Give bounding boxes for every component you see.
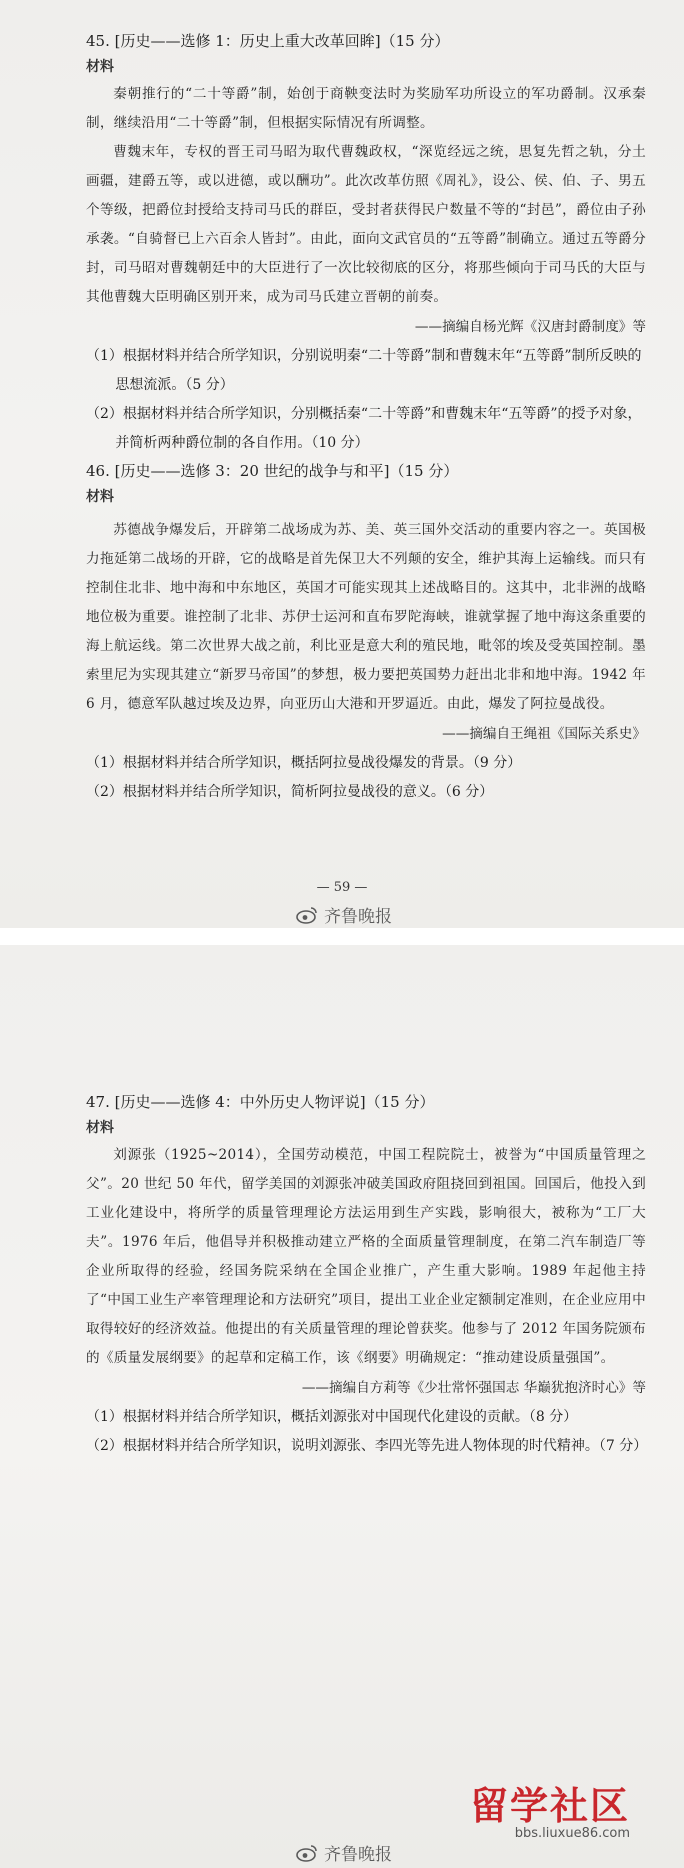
watermark-text: 齐鲁晚报 — [324, 1845, 392, 1865]
question-47-paragraph-1: 刘源张（1925~2014），全国劳动模范，中国工程院院士，被誉为“中国质量管理之父”。20 世纪 50 年代，留学美国的刘源张冲破美国政府阻挠回到祖国。回国后，他投入到工业化建设中，将所学的质量管理理论方法运用到生产实践，影响很大，被称为“工厂大夫”。1976 年后，他倡导并积极推动建立严格的全面质量管理制度，在第二汽车制造厂等企业所取得的经验，经国务院采纳在全国企业推广，产生重大影响。1989 年起他主持了“中国工业生产率管理理论和方法研究”项目，提出工业企业定额制定准则，在企业应用中取得较好的经济效益。他提出的有关质量管理的理论曾获奖。他参与了 2012 年国务院颁布的《质量发展纲要》的起草和定稿工作，该《纲要》明确规定：“推动建设质量强国”。 — [86, 1147, 646, 1366]
page-content — [86, 28, 646, 807]
question-46-paragraph-1: 苏德战争爆发后，开辟第二战场成为苏、美、英三国外交活动的重要内容之一。英国极力拖延第二战场的开辟，它的战略是首先保卫大不列颠的安全，维护其海上运输线。而只有控制住北非、地中海和中东地区，英国才可能实现其上述战略目的。这其中，北非洲的战略地位极为重要。谁控制了北非、苏伊士运河和直布罗陀海峡，谁就掌握了地中海这条重要的海上航运线。第二次世界大战之前，利比亚是意大利的殖民地，毗邻的埃及受英国控制。墨索里尼为实现其建立“新罗马帝国”的梦想，极力要把英国势力赶出北非和地中海。1942 年 6 月，德意军队越过埃及边界，向亚历山大港和开罗逼近。由此，爆发了阿拉曼战役。 — [86, 522, 646, 712]
liuxue-logo — [470, 1786, 630, 1842]
question-45-paragraph-2: 曹魏末年，专权的晋王司马昭为取代曹魏政权，“深览经远之统，思复先哲之轨，分土画疆，建爵五等，或以进德，或以酬功”。此次改革仿照《周礼》，设公、侯、伯、子、男五个等级，把爵位封授给支持司马氏的群臣，受封者获得民户数量不等的“封邑”，爵位由子孙承袭。“自骑督已上六百余人皆封”。由此，面向文武官员的“五等爵”制确立。通过五等爵分封，司马昭对曹魏朝廷中的大臣进行了一次比较彻底的区分，将那些倾向于司马氏的大臣与其他曹魏大臣明确区别开来，成为司马氏建立晋朝的前奏。 — [86, 144, 646, 305]
question-47-title: 47. [历史——选修 4：中外历史人物评说]（15 分） — [86, 1093, 435, 1111]
watermark — [296, 902, 392, 927]
weibo-icon — [296, 1844, 318, 1862]
question-45-title: 45. [历史——选修 1：历史上重大改革回眸]（15 分） — [86, 32, 450, 50]
logo-text: 留学社区 — [470, 1784, 631, 1828]
material-label: 材料 — [86, 489, 114, 505]
question-46-source: ——摘编自王绳祖《国际关系史》 — [442, 726, 646, 742]
question-45-paragraph-1: 秦朝推行的“二十等爵”制，始创于商鞅变法时为奖励军功所设立的军功爵制。汉承秦制，继续沿用“二十等爵”制，但根据实际情况有所调整。 — [86, 86, 646, 131]
question-47-sub-2: （2）根据材料并结合所学知识，说明刘源张、李四光等先进人物体现的时代精神。（7 分） — [86, 1438, 648, 1454]
question-45-source: ——摘编自杨光辉《汉唐封爵制度》等 — [414, 319, 646, 335]
page-content — [86, 1089, 646, 1461]
page-number: — 59 — — [316, 880, 368, 895]
exam-page-59 — [0, 0, 684, 928]
question-46-title: 46. [历史——选修 3：20 世纪的战争与和平]（15 分） — [86, 462, 459, 480]
logo-url: bbs.liuxue86.com — [514, 1826, 631, 1841]
question-47-source: ——摘编自方莉等《少壮常怀强国志 华巅犹抱济时心》等 — [301, 1380, 646, 1396]
weibo-icon — [296, 906, 318, 924]
question-45-sub-2: （2）根据材料并结合所学知识，分别概括秦“二十等爵”和曹魏末年“五等爵”的授予对象，并简析两种爵位制的各自作用。（10 分） — [86, 406, 642, 451]
question-46-sub-1: （1）根据材料并结合所学知识，概括阿拉曼战役爆发的背景。（9 分） — [86, 755, 522, 771]
exam-page-60 — [0, 945, 684, 1868]
watermark — [296, 1840, 392, 1865]
watermark-text: 齐鲁晚报 — [324, 907, 392, 927]
material-label: 材料 — [86, 59, 114, 75]
question-45-sub-1: （1）根据材料并结合所学知识，分别说明秦“二十等爵”制和曹魏末年“五等爵”制所反映的思想流派。（5 分） — [86, 348, 642, 393]
question-47-sub-1: （1）根据材料并结合所学知识，概括刘源张对中国现代化建设的贡献。（8 分） — [86, 1409, 578, 1425]
question-46-sub-2: （2）根据材料并结合所学知识，简析阿拉曼战役的意义。（6 分） — [86, 784, 494, 800]
material-label: 材料 — [86, 1120, 114, 1136]
